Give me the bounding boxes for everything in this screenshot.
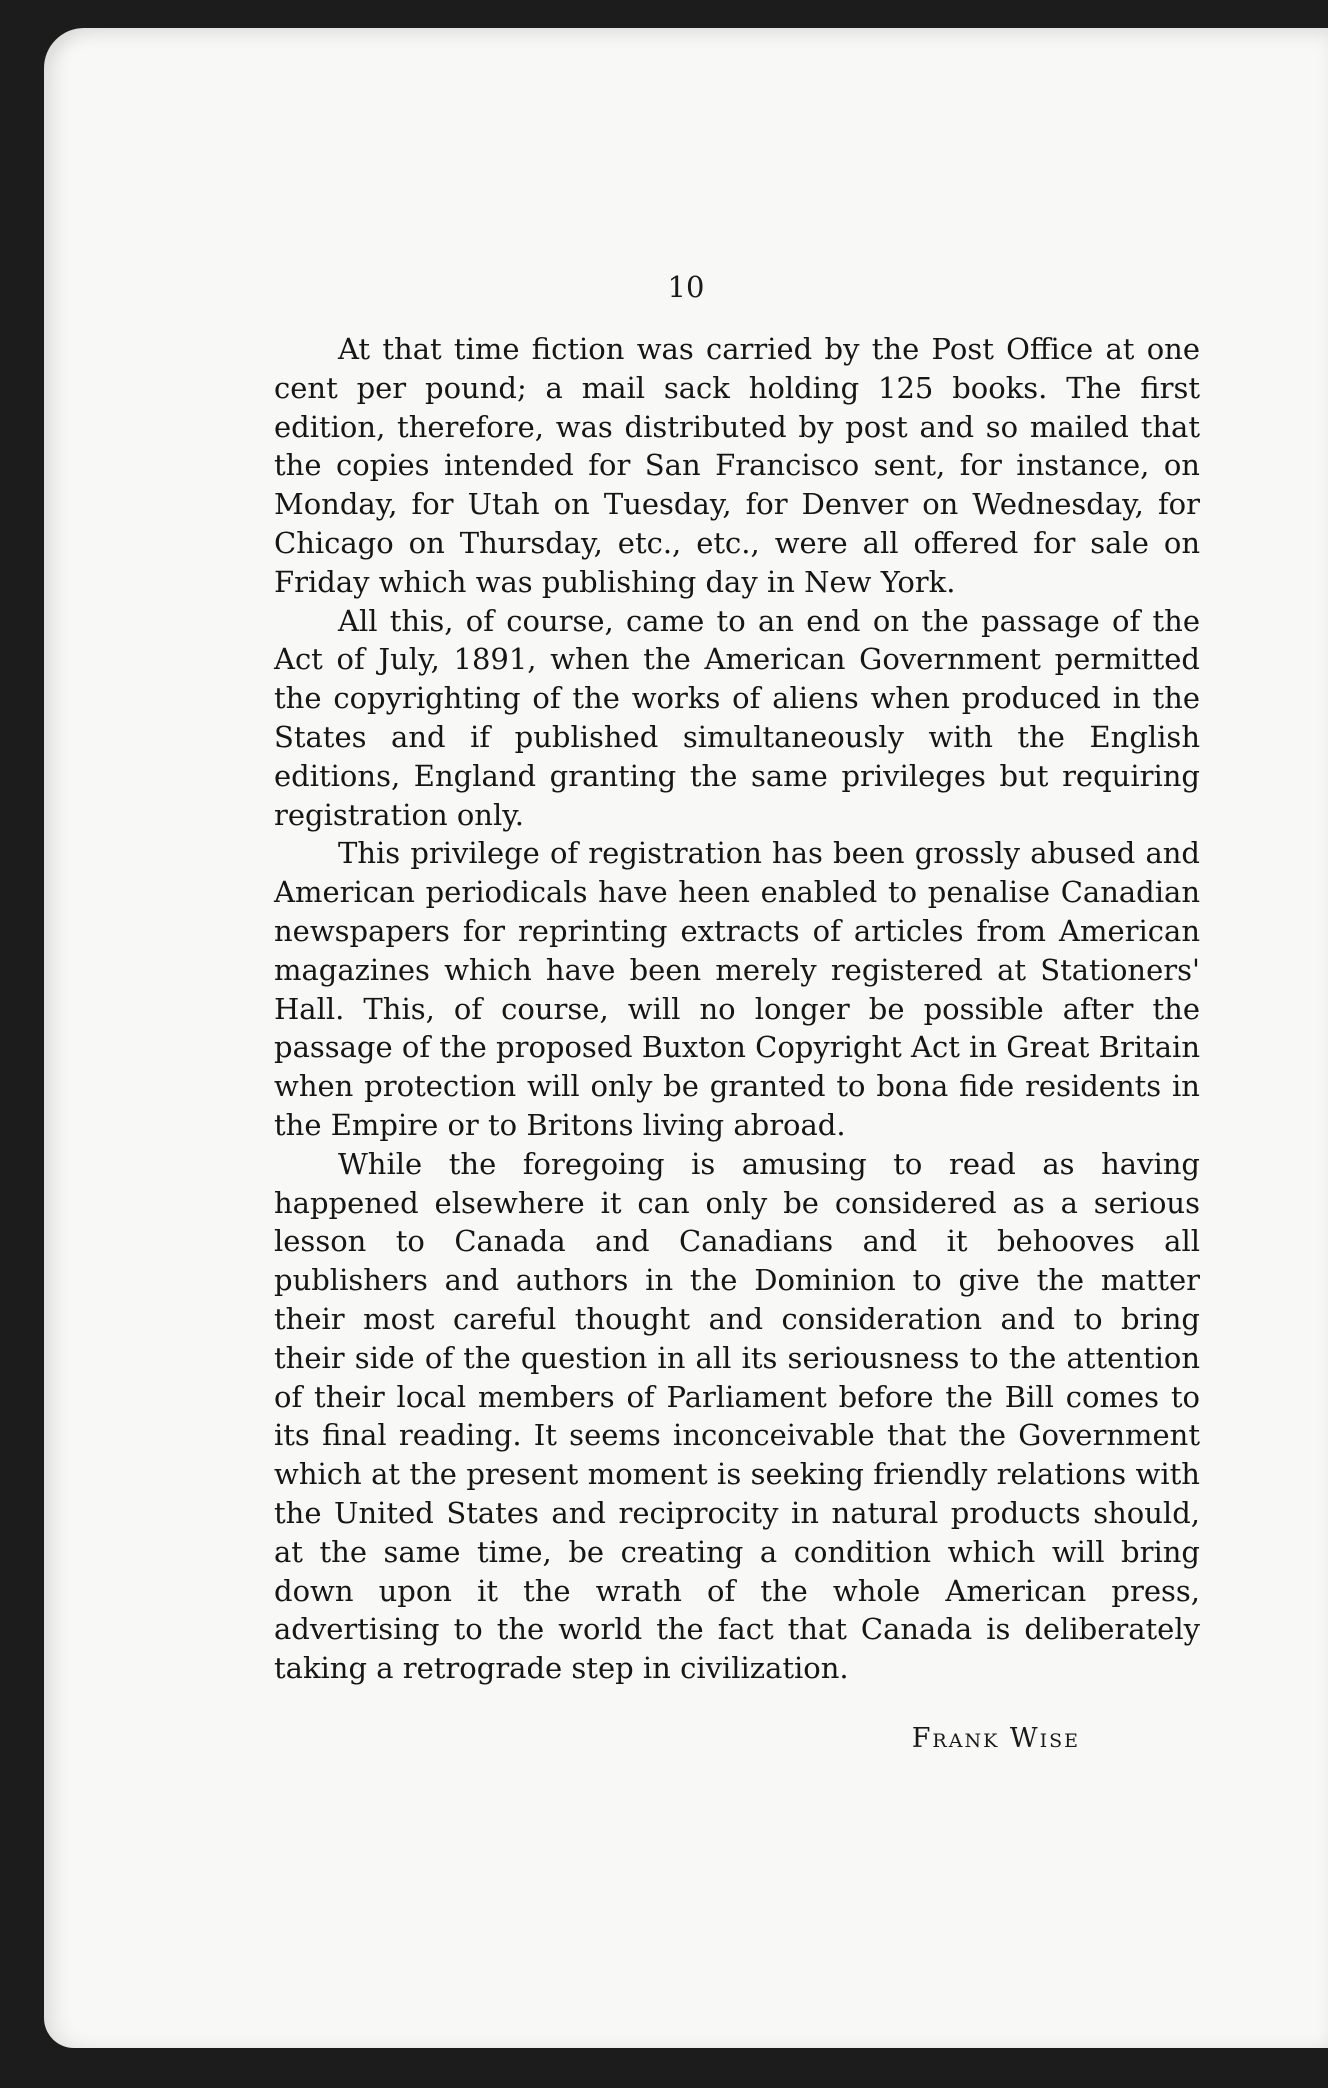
document-page: [44, 28, 1328, 2048]
body-text: [274, 330, 1200, 1688]
paragraph-3: This privilege of registration has been grossly abused and American periodicals have heen enabled to penalise Canadian newspapers for reprinting extracts of articles from American magazines which have been merely registered at Stationers' Hall. This, of course, will no longer be possible after the passage of the proposed Buxton Copyright Act in Great Britain when protection will only be granted to bona fide residents in the Empire or to Britons living abroad.: [274, 836, 1200, 1142]
paragraph-4: While the foregoing is amusing to read as having happened elsewhere it can only be considered as a serious lesson to Canada and Canadians and it behooves all publishers and authors in the Dominion to give the matter their most careful thought and consideration and to bring their side of the question in all its seriousness to the attention of their local members of Parliament before the Bill comes to its final reading. It seems inconceivable that the Government which at the present moment is seeking friendly relations with the United States and reciprocity in natural products should, at the same time, be creating a condition which will bring down upon it the wrath of the whole American press, advertising to the world the fact that Canada is deliberately taking a retrograde step in civilization.: [274, 1146, 1200, 1686]
paragraph-1: At that time fiction was carried by the Post Office at one cent per pound; a mail sack holding 125 books. The first edition, therefore, was distributed by post and so mailed that the copies intended for San Francisco sent, for instance, on Monday, for Utah on Tuesday, for Denver on Wednesday, for Chicago on Thursday, etc., etc., were all offered for sale on Friday which was publishing day in New York.: [274, 332, 1200, 599]
page-number: 10: [667, 270, 705, 304]
author-signature: Frank Wise: [911, 1723, 1080, 1754]
paragraph-2: All this, of course, came to an end on the passage of the Act of July, 1891, when the American Government permitted the copyrighting of the works of aliens when produced in the States and if published simultaneously with the English editions, England granting the same privileges but requiring registration only.: [274, 603, 1200, 832]
